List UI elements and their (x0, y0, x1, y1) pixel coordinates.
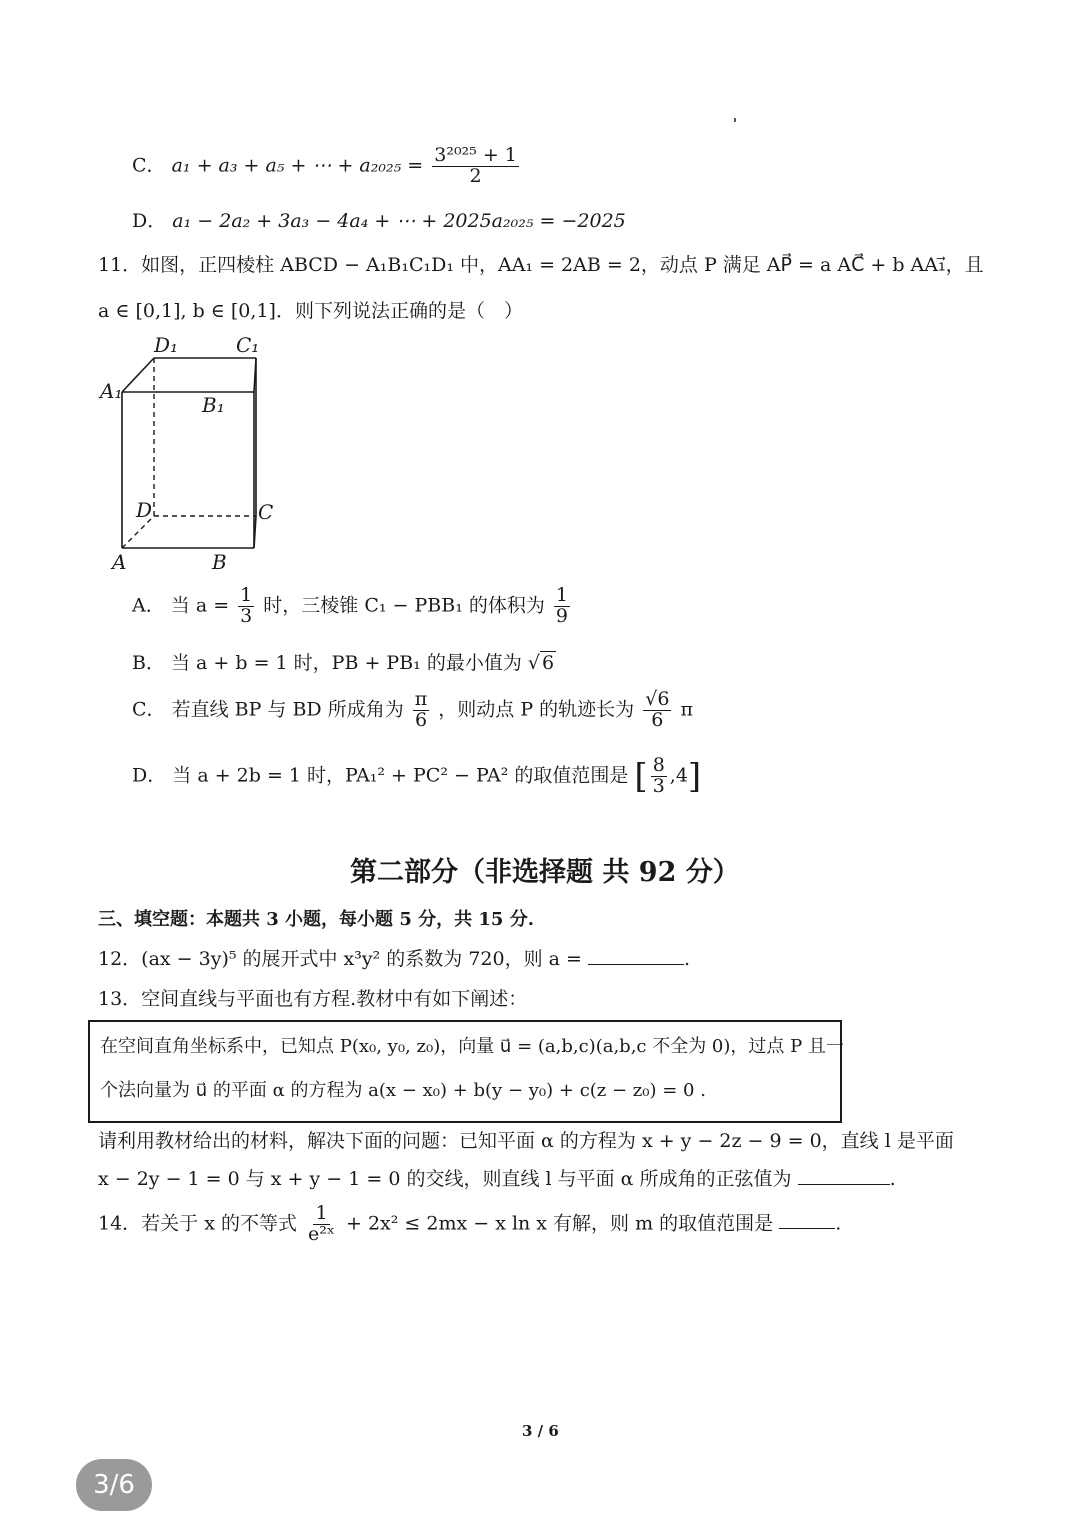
question-text: + 2x² ≤ 2mx − x ln x 有解，则 m 的取值范围是 (346, 1212, 774, 1235)
page-indicator-badge[interactable]: 3/6 (76, 1459, 152, 1511)
q11-stem-line2: a ∈ [0,1], b ∈ [0,1]．则下列说法正确的是（ ） (98, 300, 523, 322)
option-label: C． (132, 154, 166, 177)
option-label: D． (132, 210, 167, 232)
q11-option-a (132, 586, 573, 627)
option-label: B． (132, 652, 165, 674)
box-line1: 在空间直角坐标系中，已知点 P(x₀, y₀, z₀)，向量 u⃗ = (a,b,c)(a,b,c 不全为 0)，过点 P 且一 (100, 1036, 844, 1057)
fraction (643, 690, 671, 731)
question-text: 14．若关于 x 的不等式 (98, 1212, 297, 1235)
q10-option-c (132, 146, 522, 187)
q13-line3: 请利用教材给出的材料，解决下面的问题：已知平面 α 的方程为 x + y − 2z − 9 = 0，直线 l 是平面 (98, 1130, 954, 1152)
label-b1: B₁ (202, 393, 225, 417)
fraction (238, 586, 254, 627)
denominator: 3 (240, 604, 253, 627)
label-a: A (112, 550, 127, 574)
q14 (98, 1204, 841, 1245)
q10-option-d (132, 206, 626, 233)
label-b: B (212, 550, 227, 574)
denominator: e²ˣ (308, 1222, 335, 1245)
stray-mark (734, 118, 736, 122)
question-text: x − 2y − 1 = 0 与 x + y − 1 = 0 的交线，则直线 l 与平面 α 所成角的正弦值为 (98, 1168, 792, 1190)
label-a1: A₁ (100, 379, 123, 403)
bracket-right: ] (687, 756, 702, 797)
denominator: 2 (469, 164, 482, 187)
question-end: . (835, 1212, 842, 1235)
label-c: C (258, 500, 274, 524)
numerator: π (414, 688, 428, 710)
denominator: 6 (651, 708, 664, 731)
denominator: 9 (555, 604, 568, 627)
part2-heading: 第二部分（非选择题 共 92 分） (350, 857, 740, 888)
fraction (413, 690, 430, 731)
q11-option-b (132, 648, 556, 675)
q13-intro: 13．空间直线与平面也有方程.教材中有如下阐述： (98, 988, 528, 1010)
numerator: 3²⁰²⁵ + 1 (434, 144, 517, 166)
bracket-left: [ (634, 756, 648, 797)
option-text: 时，三棱锥 C₁ − PBB₁ 的体积为 (263, 594, 545, 617)
option-label: C． (132, 698, 166, 721)
numerator: √6 (645, 688, 670, 710)
option-label: A． (132, 594, 165, 617)
q11-option-c (132, 690, 693, 731)
section3-title: 三、填空题：本题共 3 小题，每小题 5 分，共 15 分. (98, 909, 534, 930)
edge-a1d1 (122, 358, 154, 392)
page-number: 3 / 6 (522, 1422, 559, 1440)
option-text: ，则动点 P 的轨迹长为 (438, 698, 635, 721)
fraction (306, 1204, 337, 1245)
denominator: 3 (652, 774, 665, 797)
answer-blank[interactable] (588, 964, 684, 965)
option-text: 若直线 BP 与 BD 所成角为 (171, 698, 404, 721)
option-text: 当 a + 2b = 1 时，PA₁² + PC² − PA² 的取值范围是 (172, 764, 629, 787)
option-text: 当 a = (170, 594, 230, 617)
option-text: 当 a + b = 1 时，PB + PB₁ 的最小值为 (171, 652, 522, 674)
q12 (98, 944, 690, 971)
numerator: 1 (240, 584, 253, 606)
option-text: π (680, 698, 693, 721)
q13-line4 (98, 1164, 896, 1191)
option-text: a₁ + a₃ + a₅ + ⋯ + a₂₀₂₅ = (171, 154, 424, 177)
fraction (651, 756, 667, 797)
fraction (554, 586, 570, 627)
prism-figure (96, 330, 296, 580)
sqrt-expression: √ 6 (527, 652, 555, 674)
q11-stem-line1: 11．如图，正四棱柱 ABCD − A₁B₁C₁D₁ 中，AA₁ = 2AB = 2，动点 P 满足 AP⃗ = a AC⃗ + b AA₁⃗，且 (98, 254, 984, 276)
question-text: 12．(ax − 3y)⁵ 的展开式中 x³y² 的系数为 720，则 a = (98, 948, 582, 970)
question-end: . (889, 1168, 896, 1190)
box-line2: 个法向量为 u⃗ 的平面 α 的方程为 a(x − x₀) + b(y − y₀) + c(z − z₀) = 0 . (100, 1080, 706, 1101)
radicand: 6 (541, 652, 555, 674)
label-d1: D₁ (154, 333, 179, 357)
option-text: ,4 (669, 764, 688, 787)
denominator: 6 (414, 708, 428, 731)
answer-blank[interactable] (798, 1184, 890, 1185)
fraction (432, 146, 519, 187)
option-label: D． (132, 764, 167, 787)
numerator: 1 (555, 584, 568, 606)
option-text: a₁ − 2a₂ + 3a₃ − 4a₄ + ⋯ + 2025a₂₀₂₅ = −2025 (172, 210, 626, 232)
numerator: 1 (315, 1202, 328, 1224)
answer-blank[interactable] (779, 1228, 835, 1229)
question-end: . (683, 948, 691, 970)
label-d: D (136, 498, 153, 522)
numerator: 8 (652, 754, 665, 776)
q11-option-d (132, 756, 701, 797)
label-c1: C₁ (236, 333, 260, 357)
